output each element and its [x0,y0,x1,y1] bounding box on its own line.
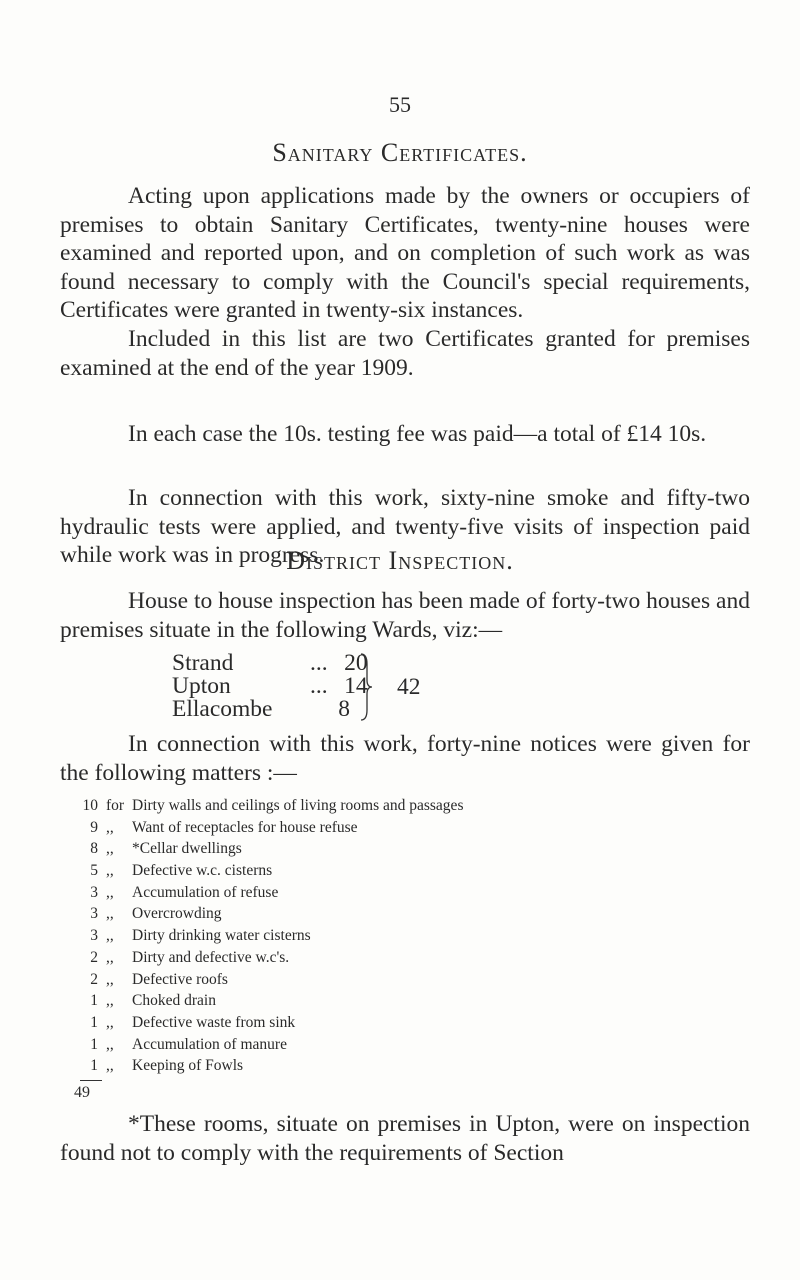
sanitary-paragraph-2: Included in this list are two Certificates granted for premises examined at the end of the year 1909. [60,326,750,381]
ward-name: Ellacombe [172,696,273,722]
list-item [60,838,463,860]
matter-count: 2 [90,970,98,988]
notices-intro-paragraph: In connection with this work, forty-nine notices were given for the following matters :— [60,731,750,786]
matter-unit: ,, [106,818,114,836]
matter-count: 1 [90,1057,98,1075]
list-item [60,903,463,925]
matter-count: 8 [90,840,98,858]
ward-name: Upton [172,673,231,699]
ward-dots: ... [310,673,328,699]
list-item [60,925,463,947]
matter-count: 3 [90,883,98,901]
list-item [60,860,463,882]
ward-total: 42 [397,674,421,700]
matter-text: Keeping of Fowls [132,1057,244,1075]
matter-text: Accumulation of refuse [132,883,279,901]
ward-row [172,652,368,675]
page-number: 55 [389,92,411,117]
list-item [60,817,463,839]
total-rule [80,1080,102,1081]
matters-list [60,795,463,1077]
list-item [60,947,463,969]
ward-row [172,675,368,698]
list-item [60,990,463,1012]
matter-unit: ,, [106,840,114,858]
matter-count: 3 [90,927,98,945]
matter-unit: ,, [106,862,114,880]
matter-unit: ,, [106,970,114,988]
matter-text: Accumulation of manure [132,1035,287,1053]
matter-text: Defective w.c. cisterns [132,862,273,880]
matter-unit: for [106,797,125,814]
matter-unit: ,, [106,883,114,901]
list-item [60,1055,463,1077]
ward-row [172,698,368,721]
matter-count: 1 [90,1035,98,1053]
district-inspection-heading: District Inspection. [286,546,514,575]
matter-text: Want of receptacles for house refuse [132,818,358,836]
matter-text: Choked drain [132,992,216,1010]
ward-count: 20 [344,650,368,676]
sanitary-paragraph-3: In each case the 10s. testing fee was paid—a total of £14 10s. [128,421,707,447]
matter-text: *Cellar dwellings [132,840,242,858]
matter-text: Defective waste from sink [132,1013,296,1031]
matter-count: 10 [82,797,98,814]
matter-unit: ,, [106,1057,114,1075]
matter-count: 3 [90,905,98,923]
matter-unit: ,, [106,948,114,966]
matter-count: 1 [90,992,98,1010]
sanitary-certificates-heading: Sanitary Certificates. [272,138,528,167]
matters-total: 49 [74,1084,90,1101]
matter-text: Dirty drinking water cisterns [132,927,311,945]
matter-unit: ,, [106,1035,114,1053]
list-item [60,882,463,904]
list-item [60,969,463,991]
district-intro-paragraph: House to house inspection has been made of forty-two houses and premises situate in the following Wards, viz:— [60,588,750,643]
matter-unit: ,, [106,927,114,945]
matter-text: Dirty walls and ceilings of living rooms and passages [132,797,464,814]
list-item [60,1034,463,1056]
matter-count: 5 [90,862,98,880]
curly-brace-icon [359,652,373,722]
ward-count: 14 [344,673,368,699]
matter-text: Dirty and defective w.c's. [132,948,290,966]
matter-count: 2 [90,948,98,966]
ward-dots: ... [310,650,328,676]
list-item [60,795,463,817]
matter-text: Defective roofs [132,970,228,988]
ward-count: 8 [338,696,350,722]
list-item [60,1012,463,1034]
matter-unit: ,, [106,905,114,923]
wards-list [172,650,421,722]
ward-name: Strand [172,650,234,676]
matter-unit: ,, [106,992,114,1010]
sanitary-paragraph-4: In connection with this work, sixty-nine smoke and fifty-two hydraulic tests were applied, and twenty-five visits of inspection paid while work was in progress. [60,485,750,568]
matter-count: 9 [90,818,98,836]
matter-text: Overcrowding [132,905,222,923]
matter-unit: ,, [106,1013,114,1031]
sanitary-paragraph-1: Acting upon applications made by the owners or occupiers of premises to obtain Sanitary Certificates, twenty-nine houses were examined and reported upon, and on completion of such work as was found necessary to comply with the Council's special requirements, Certificates were granted in twenty-six instances. [60,183,750,323]
footnote-paragraph: *These rooms, situate on premises in Upton, were on inspection found not to comply with the requirements of Section [60,1111,750,1166]
matter-count: 1 [90,1013,98,1031]
